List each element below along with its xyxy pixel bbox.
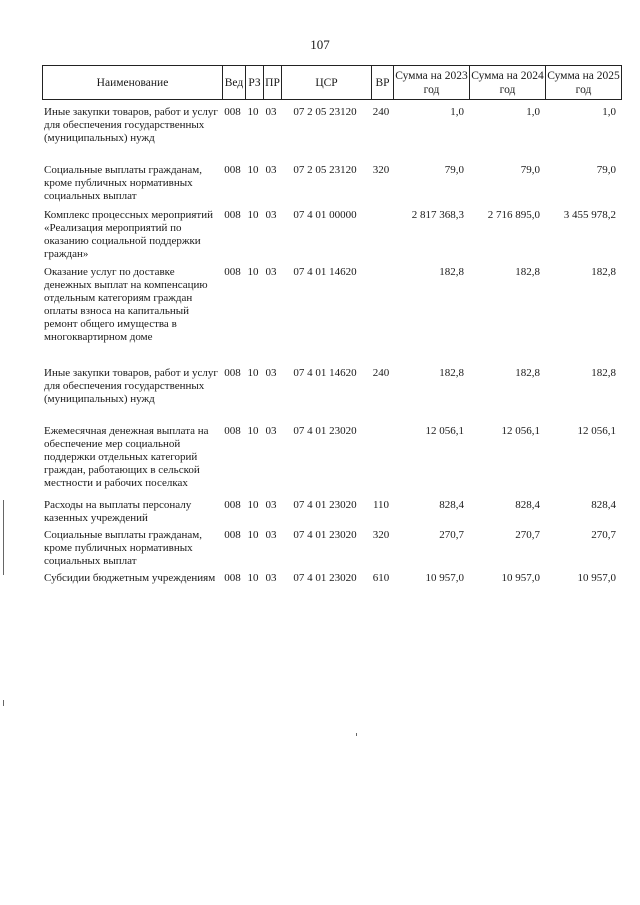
cell-sum-2025: 828,4 [591,499,616,511]
cell-sum-2023: 1,0 [450,106,464,118]
cell-rz: 10 [247,499,259,511]
cell-sum-2023: 79,0 [444,164,464,176]
cell-ved: 008 [224,106,241,118]
table-row [42,529,622,572]
cell-rz: 10 [247,209,259,221]
cell-vr: 610 [372,572,390,584]
cell-csr: 07 4 01 14620 [293,367,357,379]
cell-sum-2023: 10 957,0 [425,572,464,584]
table-row [42,572,622,604]
header-rz: РЗ [245,66,263,99]
cell-sum-2025: 79,0 [596,164,616,176]
table-row [42,425,622,499]
cell-sum-2024: 12 056,1 [501,425,540,437]
cell-pr: 03 [265,529,277,541]
table-row [42,106,622,164]
cell-csr: 07 4 01 23020 [293,529,357,541]
cell-vr: 110 [372,499,390,511]
cell-sum-2023: 182,8 [439,266,464,278]
header-sum-2025: Сумма на 2025 год [545,66,621,99]
cell-vr: 240 [372,106,390,118]
cell-vr: 320 [372,164,390,176]
budget-table [42,65,622,604]
cell-vr [370,209,392,266]
scan-mark [3,700,4,706]
cell-pr: 03 [265,572,277,584]
cell-name: Субсидии бюджетным учреждениям [44,572,216,584]
cell-sum-2025: 270,7 [591,529,616,541]
cell-rz: 10 [247,425,259,437]
cell-csr: 07 2 05 23120 [293,106,357,118]
cell-name: Социальные выплаты гражданам, кроме публичных нормативных социальных выплат [44,164,202,202]
cell-rz: 10 [247,367,259,379]
cell-sum-2024: 270,7 [515,529,540,541]
table-header [42,65,622,100]
cell-ved: 008 [224,367,241,379]
cell-rz: 10 [247,266,259,278]
header-csr: ЦСР [281,66,371,99]
table-row [42,499,622,529]
cell-pr: 03 [265,266,277,278]
cell-sum-2023: 182,8 [439,367,464,379]
page-number: 107 [310,37,330,52]
cell-ved: 008 [224,572,241,584]
header-ved: Вед [222,66,245,99]
cell-sum-2024: 79,0 [520,164,540,176]
cell-sum-2024: 828,4 [515,499,540,511]
table-row [42,209,622,266]
header-pr: ПР [263,66,281,99]
cell-vr: 320 [372,529,390,541]
cell-sum-2025: 182,8 [591,266,616,278]
cell-pr: 03 [265,209,277,221]
header-name: Наименование [96,76,169,89]
cell-csr: 07 4 01 23020 [293,425,357,437]
cell-vr [370,266,392,367]
cell-vr [370,425,392,499]
header-sum-2024: Сумма на 2024 год [469,66,545,99]
cell-rz: 10 [247,106,259,118]
scan-mark [356,733,357,736]
cell-ved: 008 [224,209,241,221]
cell-name: Ежемесячная денежная выплата на обеспечение мер социальной поддержки отдельных категорий граждан, работающих в сельской местности и рабочих поселках [44,425,209,489]
cell-sum-2025: 12 056,1 [577,425,616,437]
cell-ved: 008 [224,266,241,278]
cell-sum-2024: 10 957,0 [501,572,540,584]
header-vr: ВР [371,66,393,99]
cell-sum-2024: 182,8 [515,367,540,379]
cell-rz: 10 [247,572,259,584]
cell-pr: 03 [265,499,277,511]
cell-pr: 03 [265,106,277,118]
table-body [42,106,622,604]
cell-sum-2025: 3 455 978,2 [563,209,616,221]
cell-sum-2023: 12 056,1 [425,425,464,437]
cell-sum-2023: 270,7 [439,529,464,541]
scan-mark [3,500,4,575]
cell-rz: 10 [247,529,259,541]
cell-sum-2023: 2 817 368,3 [411,209,464,221]
cell-sum-2023: 828,4 [439,499,464,511]
table-row [42,367,622,425]
cell-name: Иные закупки товаров, работ и услуг для обеспечения государственных (муниципальных) нужд [44,367,218,405]
cell-csr: 07 4 01 14620 [293,266,357,278]
cell-csr: 07 4 01 23020 [293,499,357,511]
cell-sum-2024: 182,8 [515,266,540,278]
cell-ved: 008 [224,425,241,437]
cell-pr: 03 [265,367,277,379]
cell-name: Расходы на выплаты персоналу казенных учреждений [44,499,192,524]
cell-sum-2025: 1,0 [602,106,616,118]
cell-sum-2024: 2 716 895,0 [487,209,540,221]
cell-csr: 07 4 01 23020 [293,572,357,584]
cell-sum-2025: 182,8 [591,367,616,379]
cell-name: Иные закупки товаров, работ и услуг для обеспечения государственных (муниципальных) нужд [44,106,218,144]
cell-ved: 008 [224,529,241,541]
table-row [42,266,622,367]
cell-sum-2024: 1,0 [526,106,540,118]
cell-rz: 10 [247,164,259,176]
cell-csr: 07 2 05 23120 [293,164,357,176]
cell-pr: 03 [265,164,277,176]
cell-ved: 008 [224,499,241,511]
cell-name: Социальные выплаты гражданам, кроме публичных нормативных социальных выплат [44,529,202,567]
cell-name: Комплекс процессных мероприятий «Реализация мероприятий по оказанию социальной поддержки граждан» [44,209,213,260]
cell-vr: 240 [372,367,390,379]
cell-pr: 03 [265,425,277,437]
cell-ved: 008 [224,164,241,176]
cell-csr: 07 4 01 00000 [293,209,357,221]
header-sum-2023: Сумма на 2023 год [393,66,469,99]
cell-name: Оказание услуг по доставке денежных выплат на компенсацию отдельным категориям граждан оплаты взноса на капитальный ремонт общего имущества в многоквартирном доме [44,266,208,343]
cell-sum-2025: 10 957,0 [577,572,616,584]
table-row [42,164,622,209]
